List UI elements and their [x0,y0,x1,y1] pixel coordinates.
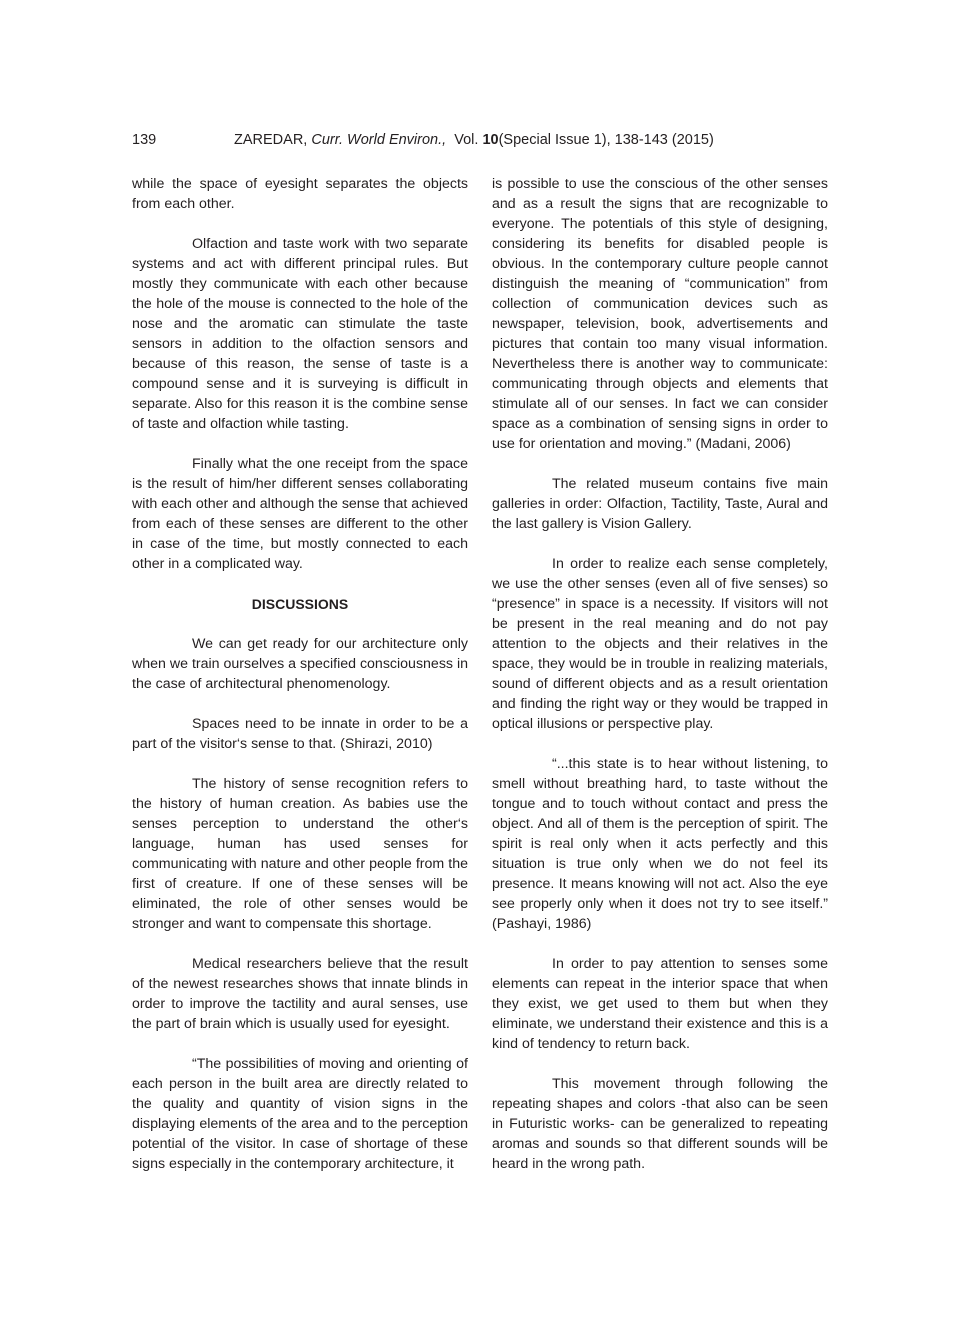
paragraph: The history of sense recognition refers to the history of human creation. As babies use the senses perception to understand the other‘s language, human has used senses for communicating with nature and other people from the first of creature. If one of these senses will be eliminated, the role of other senses would be stronger and want to compensate this shortage. [132,776,468,932]
section-heading: DISCUSSIONS [251,596,349,612]
paragraph: We can get ready for our architecture only when we train ourselves a specified consciousness in the case of architectural phenomenology. [132,636,468,692]
right-column [492,174,828,1194]
paragraph: In order to realize each sense completely, we use the other senses (even all of five senses) so “presence” in space is a necessity. If visitors will not be present in the real meaning and do not pay attention to the objects and their relatives in the space, they would be in trouble in realizing materials, sound of different objects and as a result orientation and finding the right way or they would be trapped in optical illusions or perspective play. [492,556,828,732]
paragraph: Finally what the one receipt from the space is the result of him/her different senses collaborating with each other and although the sense that achieved from each of these senses are different to the other in case of the time, but mostly connected to each other in a complicated way. [132,456,469,572]
journal-name: Curr. World Environ., [311,132,447,148]
quote-continued: is possible to use the conscious of the other senses and as a result the signs that are recognizable to everyone. The potentials of this style of designing, considering its benefits for disabled people is obvious. In the contemporary culture people cannot distinguish the meaning of “communication” from collection of communication devices such as newspaper, television, book, advertisements and pictures that contain too many visual information. Nevertheless there is another way to communicate: communicating through objects and elements that stimulate all of our senses. In fact we can consider space as a combination of sensing signs in order to use for orientation and moving.” (Madani, 2006) [492,176,828,452]
author-name: ZAREDAR, [234,132,312,148]
quote-paragraph: “The possibilities of moving and orienting of each person in the built area are directly related to the quality and quantity of vision signs in the displaying elements of the area and to the perception potential of the visitor. In case of shortage of these signs especially in the contemporary architecture, it [132,1056,468,1172]
paragraph: This movement through following the repeating shapes and colors -that also can be seen in Futuristic works- can be generalized to repeating aromas and sounds so that different sounds will be heard in the wrong path. [492,1076,828,1172]
paragraph: In order to pay attention to senses some elements can repeat in the interior space that when they exist, we get used to them but when they eliminate, we understand their existence and this is a kind of tendency to return back. [492,956,828,1052]
paragraph: Spaces need to be innate in order to be a part of the visitor‘s sense to that. (Shirazi, 2010) [132,716,468,752]
paragraph: Medical researchers believe that the result of the newest researches shows that innate blinds in order to improve the tactility and aural senses, use the part of brain which is usually used for eyesight. [132,956,468,1032]
paragraph: Olfaction and taste work with two separate systems and act with different principal rules. But mostly they communicate with each other because the hole of the mouse is connected to the hole of the nose and the aromatic can stimulate the taste sensors in addition to the olfaction sensors and because of this reason, the sense of taste is a compound sense and it is surveying is difficult in separate. Also for this reason it is the combine sense of taste and olfaction while tasting. [132,236,468,432]
page-number: 139 [132,132,157,148]
journal-citation [234,130,714,150]
left-column [132,174,468,1194]
volume-label: Vol. [446,132,483,148]
paragraph: The related museum contains five main galleries in order: Olfaction, Tactility, Taste, Aural and the last gallery is Vision Gallery. [492,476,828,532]
paragraph-continued: while the space of eyesight separates the objects from each other. [132,176,468,212]
issue-pages-year: (Special Issue 1), 138-143 (2015) [498,132,714,148]
volume-number: 10 [482,132,499,148]
quote-paragraph: “...this state is to hear without listening, to smell without breathing hard, to taste without the tongue and to touch without contact and press the object. And all of them is the perception of spirit. The spirit is real only when it acts perfectly and this situation is true only when we do not feel its presence. It means knowing will not act. Also the eye see properly only when it does not try to see itself.” (Pashayi, 1986) [492,756,828,932]
